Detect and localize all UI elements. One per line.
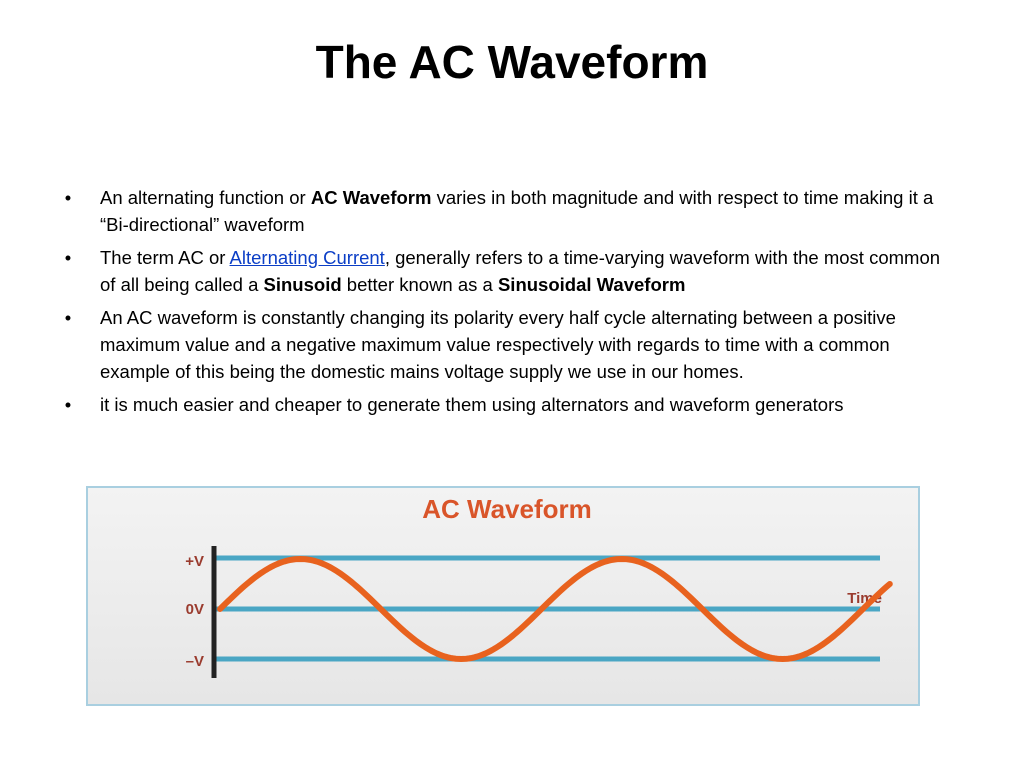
ac-waveform-chart — [88, 488, 918, 704]
bullet-2-bold-sinusoid: Sinusoid — [263, 274, 342, 295]
bullet-item-3 — [58, 304, 958, 385]
figure-title: AC Waveform — [422, 494, 592, 524]
bullet-item-1 — [58, 184, 958, 238]
bullet-list — [58, 184, 958, 424]
bullet-dot: • — [64, 187, 72, 208]
bullet-2-mid: , generally refers to a time-varying waveform with the most common of all being called a — [100, 247, 941, 295]
bullet-2-mid2: better known as a — [341, 274, 498, 295]
bullet-4-text: it is much easier and cheaper to generate them using alternators and waveform generators — [100, 394, 844, 415]
bullet-item-4 — [58, 391, 958, 418]
bullet-dot: • — [64, 247, 72, 268]
bullet-dot: • — [64, 307, 72, 328]
bullet-1-bold: AC Waveform — [310, 187, 432, 208]
slide-title: The AC Waveform — [315, 36, 709, 88]
minus-v-label: –V — [185, 653, 204, 670]
bullet-2-pre: The term AC or — [100, 247, 230, 268]
bullet-dot: • — [64, 394, 72, 415]
time-label: Time — [847, 590, 882, 607]
bullet-1-post: varies in both magnitude and with respect to time making it a “Bi-directional” waveform — [100, 187, 934, 235]
bullet-item-2 — [58, 244, 958, 298]
ac-waveform-figure — [86, 486, 920, 706]
plus-v-label: +V — [185, 553, 204, 570]
bullet-2-bold-sinusoidal-waveform: Sinusoidal Waveform — [497, 274, 686, 295]
bullet-3-text: An AC waveform is constantly changing its polarity every half cycle alternating between a positive maximum value and a negative maximum value respectively with regards to time with a common example of this being the domestic mains voltage supply we use in our homes. — [100, 307, 896, 382]
alternating-current-link[interactable]: Alternating Current — [229, 247, 385, 268]
bullet-1-pre: An alternating function or — [100, 187, 311, 208]
zero-v-label: 0V — [185, 601, 204, 618]
